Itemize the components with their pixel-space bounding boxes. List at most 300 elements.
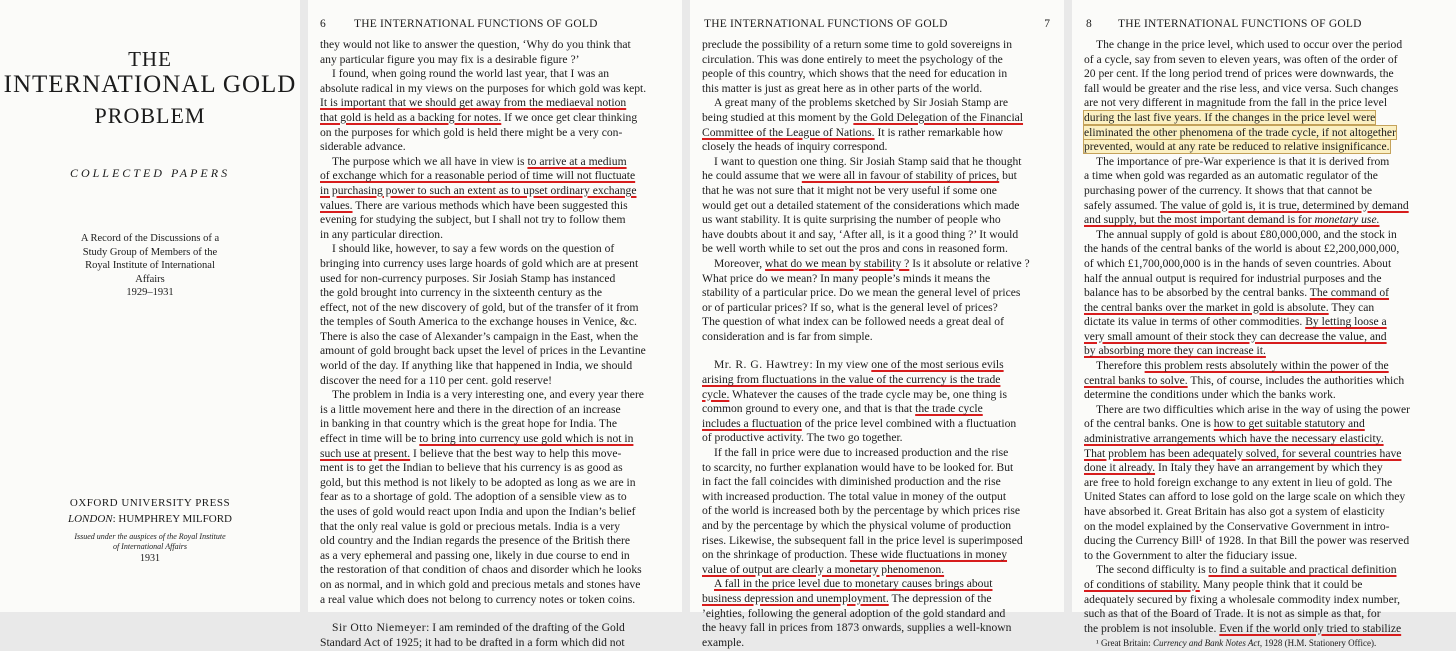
text-line bbox=[702, 490, 1056, 505]
text-line bbox=[702, 67, 1056, 82]
text-segment: I want to question one thing. Sir Josiah Stamp said that he thought bbox=[714, 154, 1022, 168]
underlined-text: the Gold Delegation of the Financial bbox=[853, 110, 1024, 124]
text-segment: used for non-currency purposes. Sir Josiah Stamp has instanced bbox=[320, 271, 616, 285]
text-line bbox=[1084, 636, 1446, 651]
paragraph-gap bbox=[702, 344, 1056, 358]
text-line bbox=[702, 301, 1056, 316]
text-line bbox=[702, 242, 1056, 257]
text-line bbox=[702, 257, 1056, 272]
text-line bbox=[702, 358, 1056, 373]
underlined-text: what do we mean by stability ? bbox=[765, 256, 910, 270]
text-line bbox=[702, 213, 1056, 228]
publisher: OXFORD UNIVERSITY PRESS bbox=[69, 497, 231, 509]
underlined-text: The value of gold is, it is true, determined by demand bbox=[1160, 198, 1409, 212]
text-line bbox=[702, 402, 1056, 417]
text-line bbox=[320, 155, 674, 170]
text-segment: such as that of the Board of Trade. It is not as simple as that, for bbox=[1084, 607, 1381, 621]
text-segment: Moreover, bbox=[714, 256, 766, 270]
highlighted-text: during the last five years. If the changes in the price level were bbox=[1084, 110, 1376, 124]
text-segment: I should like, however, to say a few words on the question of bbox=[332, 242, 615, 256]
text-line bbox=[320, 257, 674, 272]
text-line bbox=[320, 228, 674, 243]
text-segment: of the world is increased both by the percentage by which prices rise bbox=[702, 504, 1021, 518]
underlined-text: done it already. bbox=[1084, 461, 1156, 475]
text-line bbox=[702, 38, 1056, 53]
underlined-text: includes a fluctuation bbox=[702, 416, 802, 430]
underlined-text: These wide fluctuations in money bbox=[849, 548, 1008, 562]
text-line bbox=[1084, 520, 1446, 535]
book-title-line-1: THE bbox=[128, 47, 172, 71]
text-segment: Is it absolute or relative ? bbox=[909, 256, 1030, 270]
running-head: THE INTERNATIONAL FUNCTIONS OF GOLD bbox=[354, 18, 598, 30]
text-line bbox=[1084, 417, 1446, 432]
auspices-line: Issued under the auspices of the Royal Institute bbox=[74, 532, 226, 541]
text-segment: ¹ Great Britain: bbox=[1096, 638, 1153, 649]
text-segment: they would not like to answer the question, ‘Why do you think that bbox=[320, 38, 631, 51]
text-segment: The importance of pre-War experience is that it is derived from bbox=[1096, 154, 1390, 168]
text-line bbox=[702, 155, 1056, 170]
text-line bbox=[1084, 593, 1446, 608]
text-line bbox=[702, 53, 1056, 68]
text-line bbox=[320, 520, 674, 535]
text-segment: this matter is just as great here as in other parts of the world. bbox=[702, 81, 983, 95]
text-segment: to the Government to alter the fiduciary issue. bbox=[1084, 548, 1298, 562]
text-line bbox=[1084, 549, 1446, 564]
text-segment: Many people think that it could be bbox=[1199, 577, 1363, 591]
text-segment: preclude the possibility of a return some time to gold sovereigns in bbox=[702, 38, 1013, 51]
text-line bbox=[320, 199, 674, 214]
text-segment: , 1928 (H.M. Stationery Office). bbox=[1259, 638, 1377, 649]
text-segment: the problem is not insoluble. bbox=[1084, 621, 1220, 635]
record-line: A Record of the Discussions of a bbox=[80, 233, 220, 244]
text-line bbox=[320, 374, 674, 389]
record-description bbox=[60, 232, 240, 286]
text-line bbox=[320, 578, 674, 593]
text-segment: stability of a particular price. Do we mean the general level of prices bbox=[702, 286, 1021, 300]
auspices-note bbox=[60, 532, 240, 552]
text-line bbox=[1084, 199, 1446, 214]
text-line bbox=[320, 549, 674, 564]
text-segment: be well worth while to set out the pros and cons in reasoned form. bbox=[702, 242, 1008, 256]
underlined-text: how to get suitable statutory and bbox=[1213, 417, 1365, 431]
text-segment: There are various methods which have been suggested this bbox=[352, 198, 628, 212]
text-segment: : I am reminded of the drafting of the Gold bbox=[426, 621, 625, 635]
text-segment: discover the need for a 110 per cent. gold reserve! bbox=[320, 373, 552, 387]
publication-year: 1931 bbox=[140, 553, 160, 564]
text-line bbox=[320, 344, 674, 359]
text-segment: and by the percentage by which the physical volume of production bbox=[702, 519, 1012, 532]
text-segment: consideration and is far from simple. bbox=[702, 329, 873, 343]
text-line bbox=[320, 242, 674, 257]
text-line bbox=[1084, 315, 1446, 330]
record-line: Royal Institute of International bbox=[85, 260, 215, 271]
text-line bbox=[702, 519, 1056, 534]
text-line bbox=[320, 111, 674, 126]
text-segment: balance has to be absorbed by the central banks. bbox=[1084, 286, 1310, 300]
underlined-text: one of the most serious evils bbox=[871, 358, 1004, 372]
publisher-city-rest: : HUMPHREY MILFORD bbox=[112, 513, 232, 525]
underlined-text: It is important that we should get away from the mediaeval notion bbox=[320, 96, 627, 110]
text-segment: that the only real value is gold or precious metals. India is a very bbox=[320, 519, 621, 533]
text-segment: half the annual output is required for industrial purposes and the bbox=[1084, 271, 1382, 285]
text-segment: or of particular prices? If so, what is the general level of prices? bbox=[702, 300, 998, 314]
underlined-text: in purchasing power to such an extent as to upset ordinary exchange bbox=[320, 183, 637, 197]
text-line bbox=[1084, 359, 1446, 374]
text-line bbox=[1084, 126, 1446, 141]
text-segment: in any particular direction. bbox=[320, 227, 443, 241]
text-line bbox=[320, 82, 674, 97]
underlined-text: that gold is held as a backing for notes. bbox=[320, 110, 502, 124]
book-title-line-3: PROBLEM bbox=[94, 103, 206, 128]
text-segment: Sir Otto Niemeyer bbox=[332, 621, 427, 635]
text-line bbox=[1084, 286, 1446, 301]
text-segment: would get out a detailed statement of the considerations which made bbox=[702, 198, 1020, 212]
text-line bbox=[1084, 53, 1446, 68]
text-line bbox=[1084, 169, 1446, 184]
text-segment: dictate its value in terms of other commodities. bbox=[1084, 315, 1306, 329]
text-segment: the temples of South America to the exchange houses in Venice, &c. bbox=[320, 315, 637, 329]
text-segment: of the price level combined with a fluctuation bbox=[801, 416, 1017, 430]
underlined-text: administrative arrangements which have the necessary elasticity. bbox=[1084, 432, 1384, 446]
text-segment: ment is to get the Indian to believe that his currency is as good as bbox=[320, 461, 623, 475]
text-line bbox=[320, 403, 674, 418]
text-segment: In Italy they have an arrangement by which they bbox=[1155, 461, 1383, 475]
text-line bbox=[320, 593, 674, 608]
text-segment: us want stability. It is quite surprising the number of people who bbox=[702, 213, 1001, 227]
underlined-text: of exchange which for a reasonable period of time will not fluctuate bbox=[320, 169, 636, 183]
record-line: Study Group of Members of the bbox=[82, 246, 218, 258]
text-line bbox=[320, 432, 674, 447]
underlined-text: to find a suitable and practical definition bbox=[1208, 563, 1397, 577]
text-line bbox=[702, 199, 1056, 214]
text-line bbox=[702, 577, 1056, 592]
page-7 bbox=[690, 0, 1064, 649]
text-segment: of a cycle, say from seven to eleven years, was often of the order of bbox=[1084, 52, 1398, 66]
underlined-text: cycle. bbox=[702, 387, 730, 401]
underlined-text: and supply, but the most important demand is for bbox=[1084, 213, 1315, 227]
text-segment: world of the day. If anything like that happened in India, we should bbox=[320, 359, 633, 373]
text-segment: ducing the Currency Bill¹ of 1928. In that Bill the power was reserved bbox=[1084, 534, 1410, 548]
text-line bbox=[320, 534, 674, 549]
underlined-text: business depression and unemployment. bbox=[702, 591, 889, 605]
page-number: 7 bbox=[1044, 18, 1050, 30]
text-line bbox=[1084, 257, 1446, 272]
text-line bbox=[320, 67, 674, 82]
text-segment: I believe that the best way to help this move- bbox=[410, 446, 622, 460]
text-line bbox=[320, 417, 674, 432]
text-line bbox=[1084, 622, 1446, 637]
text-segment: rises. Likewise, the subsequent fall in the price level is superimposed bbox=[702, 533, 1023, 547]
text-line bbox=[702, 461, 1056, 476]
text-segment: The purpose which we all have in view is bbox=[332, 154, 528, 168]
text-line bbox=[702, 330, 1056, 345]
text-line bbox=[1084, 432, 1446, 447]
underlined-text: very small amount of their stock they can decrease the value, and bbox=[1084, 329, 1387, 343]
text-line bbox=[1084, 111, 1446, 126]
text-line bbox=[702, 96, 1056, 111]
text-line bbox=[1084, 388, 1446, 403]
text-line bbox=[1084, 476, 1446, 491]
text-line bbox=[320, 140, 674, 155]
underlined-text: value of output are clearly a monetary phenomenon. bbox=[702, 562, 945, 576]
underlined-text: to bring into currency use gold which is not in bbox=[419, 432, 634, 446]
text-line bbox=[702, 126, 1056, 141]
text-line bbox=[1084, 578, 1446, 593]
text-line bbox=[702, 563, 1056, 578]
page-body bbox=[320, 38, 674, 650]
text-segment: adequately secured by fixing a wholesale commodity index number, bbox=[1084, 592, 1401, 606]
text-line bbox=[1084, 344, 1446, 359]
text-segment: What price do we mean? In many people’s minds it means the bbox=[702, 271, 991, 285]
text-segment: : In my view bbox=[809, 358, 872, 372]
text-line bbox=[320, 563, 674, 578]
highlighted-text: eliminated the other phenomena of the trade cycle, if not altogether bbox=[1084, 125, 1396, 139]
underlined-text: Committee of the League of Nations. bbox=[702, 125, 875, 139]
underlined-text: such use at present. bbox=[320, 446, 411, 460]
underlined-text: Even if the world only tried to stabilize bbox=[1219, 621, 1402, 635]
text-line bbox=[1084, 213, 1446, 228]
text-segment: Currency and Bank Notes Act bbox=[1152, 638, 1260, 649]
publisher-city-label: LONDON bbox=[67, 513, 113, 525]
text-segment: If we once get clear thinking bbox=[501, 110, 638, 124]
text-segment: have absorbed it. Great Britain has also got a system of elasticity bbox=[1084, 505, 1385, 518]
text-segment: It is rather remarkable how bbox=[874, 125, 1004, 139]
text-line bbox=[702, 82, 1056, 97]
text-line bbox=[1084, 301, 1446, 316]
text-line bbox=[1084, 534, 1446, 549]
text-line bbox=[320, 53, 674, 68]
text-line bbox=[702, 228, 1056, 243]
text-line bbox=[702, 548, 1056, 563]
text-line bbox=[1084, 67, 1446, 82]
text-line bbox=[1084, 607, 1446, 622]
text-line bbox=[1084, 403, 1446, 418]
text-segment: are free to hold foreign exchange to any extent in lieu of gold. The bbox=[1084, 475, 1393, 489]
text-segment: Whatever the causes of the trade cycle may be, one thing is bbox=[729, 387, 1007, 401]
highlighted-text: prevented, would at any rate be reduced to relative insignificance. bbox=[1084, 140, 1390, 154]
text-line bbox=[1084, 228, 1446, 243]
text-line bbox=[320, 286, 674, 301]
text-line bbox=[320, 169, 674, 184]
text-segment: of which £1,700,000,000 is in the hands of seven countries. About bbox=[1084, 256, 1392, 270]
text-line bbox=[1084, 447, 1446, 462]
text-line bbox=[320, 272, 674, 287]
text-segment: ’eighties, following the general adoption of the gold standard and bbox=[702, 606, 1006, 620]
text-line bbox=[702, 272, 1056, 287]
text-line bbox=[1084, 242, 1446, 257]
text-line bbox=[320, 388, 674, 403]
underlined-text: That problem has been adequately solved, for bbox=[1084, 446, 1299, 460]
text-segment: Mr. R. G. Hawtrey bbox=[714, 358, 810, 372]
text-line bbox=[702, 140, 1056, 155]
text-line bbox=[320, 359, 674, 374]
text-segment: evening for studying the subject, but I shall not try to follow them bbox=[320, 213, 626, 227]
running-head: THE INTERNATIONAL FUNCTIONS OF GOLD bbox=[1118, 18, 1362, 30]
text-line bbox=[702, 475, 1056, 490]
text-segment: United States can afford to lose gold on the large scale on which they bbox=[1084, 490, 1406, 504]
text-segment: 20 per cent. If the long period trend of prices were downwards, the bbox=[1084, 67, 1394, 81]
text-segment: The change in the price level, which used to occur over the period bbox=[1096, 38, 1403, 51]
underlined-text: A fall in the price level due to monetary causes brings about bbox=[714, 577, 993, 591]
record-line: Affairs bbox=[135, 273, 165, 285]
underlined-text: arising from fluctuations in the value of the currency is the trade bbox=[702, 373, 1001, 387]
publisher-city bbox=[0, 513, 300, 525]
text-segment: on the shrinkage of production. bbox=[702, 548, 850, 562]
text-line bbox=[702, 446, 1056, 461]
auspices-line: of International Affairs bbox=[112, 542, 188, 551]
underlined-text: central banks to solve. bbox=[1084, 373, 1188, 387]
text-line bbox=[320, 330, 674, 345]
underlined-text: we were all in favour of stability of prices, bbox=[801, 169, 1000, 183]
book-title-line-2: INTERNATIONAL GOLD bbox=[3, 71, 297, 98]
text-line bbox=[702, 184, 1056, 199]
text-segment: any particular figure you may fix is a desirable figure ?’ bbox=[320, 52, 580, 66]
text-line bbox=[702, 431, 1056, 446]
text-segment: a time when gold was regarded as an automatic regulator of the bbox=[1084, 169, 1378, 183]
text-segment: are not very different in magnitude from the fall in the price level bbox=[1084, 96, 1388, 110]
text-segment: people of this country, which shows that the need for education in bbox=[702, 67, 1008, 81]
underlined-text: this problem rests absolutely within the power of the bbox=[1144, 359, 1389, 373]
page-body bbox=[702, 38, 1056, 650]
text-line bbox=[1084, 96, 1446, 111]
text-line bbox=[320, 490, 674, 505]
text-line bbox=[320, 461, 674, 476]
text-line bbox=[702, 169, 1056, 184]
text-segment: I found, when going round the world last year, that I was an bbox=[332, 67, 610, 81]
text-segment: The problem in India is a very interesting one, and every year there bbox=[332, 388, 644, 402]
text-segment: gold, but this method is not likely to be adopted as long as we are in bbox=[320, 475, 636, 489]
text-line bbox=[702, 534, 1056, 549]
text-segment: effect, not of the new discovery of gold, but of the transfer of it from bbox=[320, 300, 639, 314]
text-line bbox=[320, 447, 674, 462]
text-line bbox=[320, 315, 674, 330]
page-body bbox=[1084, 38, 1446, 651]
paragraph-gap bbox=[320, 607, 674, 621]
underlined-text: by absorbing more they can increase it. bbox=[1084, 344, 1266, 358]
text-line bbox=[1084, 184, 1446, 199]
page-number: 8 bbox=[1086, 18, 1092, 30]
text-line bbox=[1084, 461, 1446, 476]
text-segment: They can bbox=[1328, 300, 1375, 314]
text-segment: common ground to every one, and that is that bbox=[702, 402, 916, 416]
text-segment: is a little movement here and there in the direction of an increase bbox=[320, 402, 621, 416]
book-subtitle: COLLECTED PAPERS bbox=[69, 166, 231, 180]
text-line bbox=[702, 111, 1056, 126]
text-line bbox=[702, 286, 1056, 301]
text-line bbox=[702, 315, 1056, 330]
text-segment: There is also the case of Alexander’s campaign in the East, when the bbox=[320, 329, 639, 343]
text-line bbox=[702, 417, 1056, 432]
text-segment: fall would be greater and the rise less, and vice versa. Such changes bbox=[1084, 81, 1399, 95]
text-line bbox=[702, 504, 1056, 519]
text-line bbox=[702, 636, 1056, 651]
text-line bbox=[320, 96, 674, 111]
text-line bbox=[702, 592, 1056, 607]
text-segment: old country and the Indian regards the presence of the British there bbox=[320, 534, 631, 548]
text-segment: The annual supply of gold is about £80,000,000, and the stock in bbox=[1096, 227, 1397, 241]
text-segment: If the fall in price were due to increased production and the rise bbox=[714, 446, 1009, 460]
text-line bbox=[1084, 272, 1446, 287]
page-6 bbox=[308, 0, 682, 649]
title-page bbox=[0, 0, 300, 612]
text-segment: on as normal, and in which gold and precious metals and stones have bbox=[320, 577, 641, 591]
underlined-text: values. bbox=[320, 198, 353, 212]
text-line bbox=[320, 621, 674, 636]
text-line bbox=[320, 636, 674, 651]
text-segment: the uses of gold would react upon India and upon the Indian’s belief bbox=[320, 505, 636, 518]
text-line bbox=[702, 621, 1056, 636]
text-segment: amount of gold brought back upset the level of prices in the Levantine bbox=[320, 344, 646, 358]
text-line bbox=[320, 126, 674, 141]
text-segment: The second difficulty is bbox=[1096, 563, 1209, 577]
text-segment: example. bbox=[702, 635, 745, 649]
text-line bbox=[702, 607, 1056, 622]
page-number: 6 bbox=[320, 18, 326, 30]
text-segment: determine the conditions under which the banks work. bbox=[1084, 388, 1336, 402]
text-segment: fear as to a shortage of gold. The adoption of a sensible view as to bbox=[320, 490, 627, 504]
text-line bbox=[1084, 38, 1446, 53]
text-segment: purchasing power of the currency. It shows that that cannot be bbox=[1084, 183, 1373, 197]
record-years: 1929–1931 bbox=[126, 287, 174, 298]
text-segment: siderable advance. bbox=[320, 140, 406, 154]
text-segment: a real value which does not belong to currency notes or token coins. bbox=[320, 592, 636, 606]
running-head: THE INTERNATIONAL FUNCTIONS OF GOLD bbox=[704, 18, 948, 30]
underlined-text: of conditions of stability. bbox=[1084, 577, 1200, 591]
text-segment: the gold brought into currency in the sixteenth century as the bbox=[320, 286, 603, 300]
text-segment: The depression of the bbox=[888, 591, 992, 605]
text-segment: safely assumed. bbox=[1084, 198, 1161, 212]
underlined-text: By letting loose a bbox=[1305, 315, 1387, 329]
text-line bbox=[320, 38, 674, 53]
text-line bbox=[702, 373, 1056, 388]
text-segment: closely the heads of inquiry correspond. bbox=[702, 140, 888, 154]
text-segment: on the model explained by the Conservative Government in intro- bbox=[1084, 519, 1390, 533]
text-segment: Standard Act of 1925; it had to be drafted in a form which did not bbox=[320, 635, 625, 649]
text-segment: with increased production. The total value in money of the output bbox=[702, 489, 1007, 503]
text-segment: on the purposes for which gold is held there might be a very con- bbox=[320, 125, 623, 139]
text-line bbox=[702, 388, 1056, 403]
underlined-text: to arrive at a medium bbox=[527, 154, 627, 168]
text-segment: being studied at this moment by bbox=[702, 110, 854, 124]
text-line bbox=[1084, 82, 1446, 97]
text-segment: A great many of the problems sketched by Sir Josiah Stamp are bbox=[714, 96, 1008, 110]
text-segment: as a very ephemeral and passing one, likely in due course to end in bbox=[320, 548, 630, 562]
text-segment: in banking in that country which is the great hope for India. The bbox=[320, 417, 617, 431]
text-segment: to scarcity, no further explanation would have to be looked for. But bbox=[702, 460, 1014, 474]
text-segment: in fact the fall coincides with diminished production and the rise bbox=[702, 475, 1001, 489]
text-segment: that he was not sure that it might not be very useful if some one bbox=[702, 183, 997, 197]
text-line bbox=[1084, 490, 1446, 505]
text-line bbox=[320, 476, 674, 491]
text-segment: of productive activity. The two go together. bbox=[702, 431, 903, 445]
text-segment: of the central banks. One is bbox=[1084, 417, 1214, 431]
text-segment: bringing into currency uses large hoards of gold which are at present bbox=[320, 256, 639, 270]
text-line bbox=[320, 505, 674, 520]
text-line bbox=[1084, 330, 1446, 345]
text-segment: the hands of the central banks of the world is about £2,200,000,000, bbox=[1084, 242, 1400, 256]
text-line bbox=[320, 301, 674, 316]
text-segment: The question of what index can be followed needs a great deal of bbox=[702, 315, 1004, 329]
page-8 bbox=[1072, 0, 1456, 649]
text-segment: the heavy fall in prices from 1873 onwards, supplies a well-known bbox=[702, 621, 1012, 635]
underlined-text: several countries have bbox=[1298, 446, 1402, 460]
text-line bbox=[1084, 374, 1446, 389]
text-segment: There are two difficulties which arise in the way of using the power bbox=[1096, 402, 1411, 416]
text-segment: the restoration of that condition of chaos and disorder which he looks bbox=[320, 563, 642, 577]
text-segment: absolute radical in my views on the purposes for which gold was kept. bbox=[320, 81, 647, 95]
text-line bbox=[1084, 155, 1446, 170]
text-line bbox=[1084, 563, 1446, 578]
